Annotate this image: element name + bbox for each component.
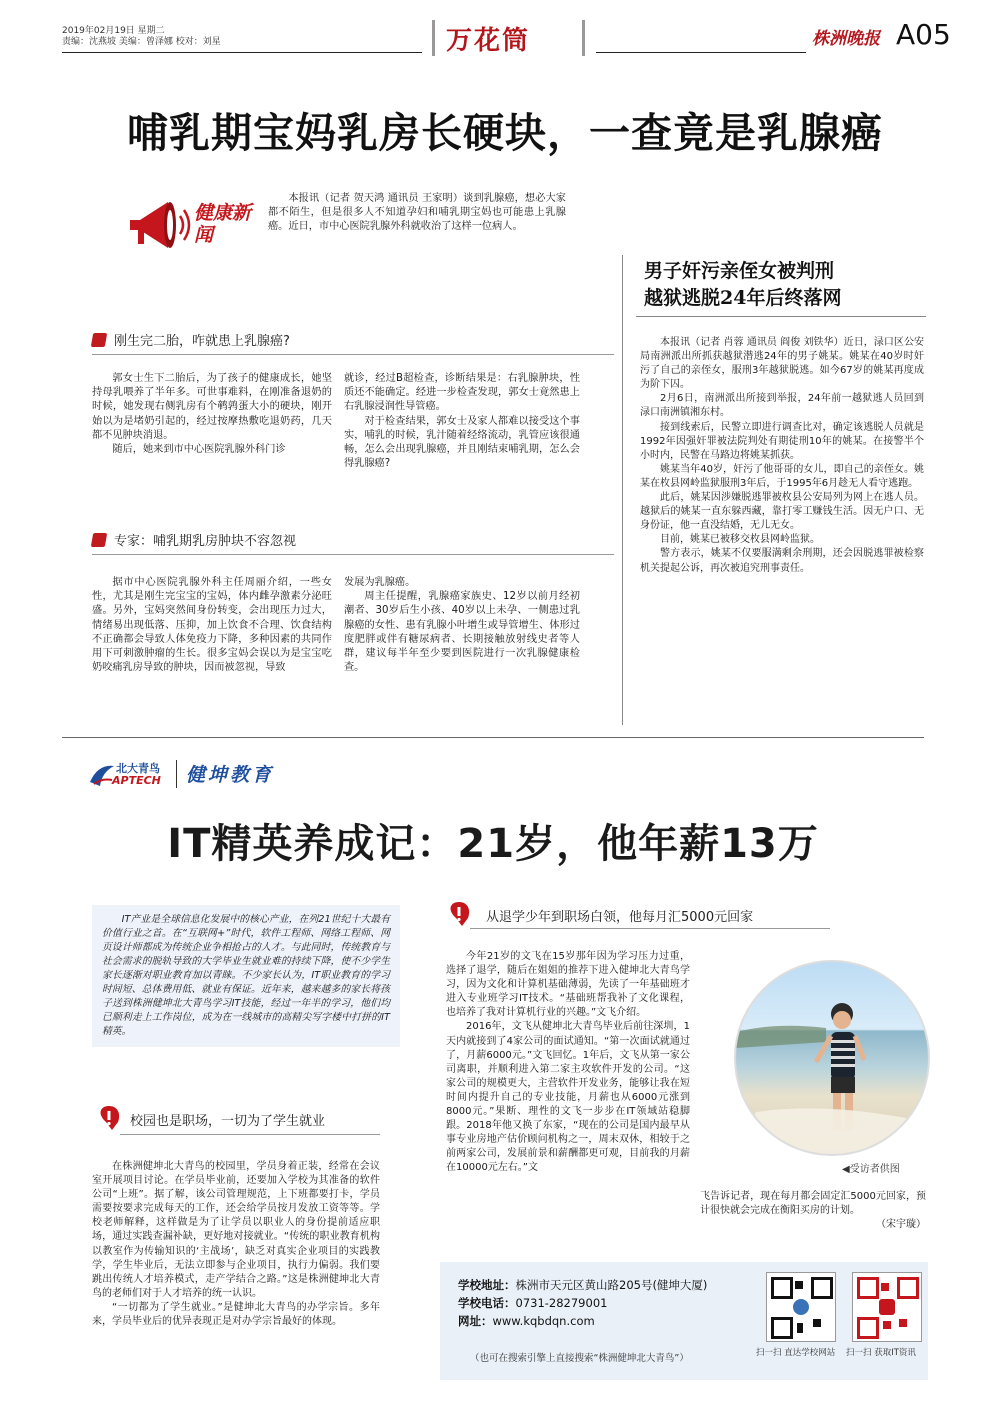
interviewee-photo [734, 960, 930, 1156]
masthead-rule-left [62, 52, 422, 53]
aptech-logo [88, 758, 358, 794]
qr2-caption: 扫一扫 获取IT资讯 [846, 1348, 916, 1358]
article1-lead: 本报讯（记者 贺天鸿 通讯员 王家明）谈到乳腺癌，想必大家都不陌生，但是很多人不知道孕妇和哺乳期宝妈也可能患上乳腺癌。近日，市中心医院乳腺外科就收治了这样一位病人。 [268, 193, 566, 233]
ad-subhead-left [96, 1104, 380, 1134]
article2-headline-line1: 男子奸污亲侄女被判刑 [644, 260, 835, 282]
article1-sub2-col1: 据市中心医院乳腺外科主任周丽介绍，一些女性，尤其是刚生完宝宝的宝妈，体内雌孕激素分泌旺盛。另外，宝妈突然间身份转变，会出现压力过大，情绪易出现低落、压抑，加上饮食不合理、饮食结构不正确都会导致人体免疫力下降，多种因素的共同作用下可刺激肿瘤的生长。很多宝妈会误以为是宝宝吃奶咬痛乳房导致的肿块，因而被忽视，导致 [92, 577, 332, 674]
aptech-cn: 北大青鸟 [116, 762, 160, 775]
article1-subhead-2-text: 专家：哺乳期乳房肿块不容忽视 [114, 534, 297, 549]
section-title: 万花筒 [446, 26, 531, 56]
phone-label: 学校电话： [458, 1296, 516, 1310]
editors-line: 责编：沈燕坡 美编：曾泽娜 校对：刘星 [62, 37, 221, 47]
masthead-rule-right [596, 52, 806, 53]
section-separator [62, 737, 924, 738]
article1-subhead-1-text: 刚生完二胎，咋就患上乳腺癌? [114, 334, 290, 349]
article2-headline-line2: 越狱逃脱24年后终落网 [644, 287, 842, 309]
health-news-logo [120, 190, 260, 260]
phone-value: 0731-28279001 [515, 1296, 608, 1310]
article1-headline: 哺乳期宝妈乳房长硬块，一查竟是乳腺癌 [127, 109, 883, 157]
article1-sub2-col2: 发展为乳腺癌。 周主任提醒，乳腺癌家族史、12岁以前月经初潮者、30岁后生小孩、40岁以上未孕、一侧患过乳腺癌的女性、患有乳腺小叶增生或导管增生、体形过度肥胖或伴有糖尿病者、长期接触放射线史者等人群，建议每半年至少要到医院进行一次乳腺健康检查。 [344, 577, 580, 674]
exclamation-badge-icon [446, 900, 472, 928]
section-bar-right [582, 20, 585, 56]
photo-credit: ◀受访者供图 [842, 1164, 900, 1175]
article1-subhead-2 [92, 530, 296, 549]
logo-divider [176, 760, 177, 788]
qr1-caption: 扫一扫 直达学校网站 [756, 1348, 836, 1358]
jiankun-slogan: 健坤教育 [186, 764, 275, 786]
address-value: 株洲市天元区黄山路205号(健坤大厦) [515, 1278, 708, 1292]
article1-sub1-col2: 就诊，经过B超检查，诊断结果是：右乳腺肿块，性质还不能确定。经进一步检查发现，郭女士竟然患上右乳腺浸润性导管癌。 对于检查结果，郭女士及家人都难以接受这个事实，哺乳的时候，乳汁随着经络流动，乳管应该很通畅，怎么会出现乳腺癌，并且刚结束哺乳期，怎么会得乳腺癌? [344, 373, 580, 470]
ad-subhead-left-text: 校园也是职场，一切为了学生就业 [130, 1114, 326, 1129]
subhead-1-rule [92, 354, 614, 355]
ad-left-body: 在株洲健坤北大青鸟的校园里，学员身着正装，经常在会议室开展项目讨论。在学员毕业前，还要加入学校为其准备的软件公司“上班”。据了解，该公司管理规范，上下班都要打卡，学员需要按要求完成每天的工作，还会给学员按月发放工资等等。学校老师解释，这样做是为了让学员以职业人的身份提前适应职场，通过实践查漏补缺，更好地对接就业。“传统的职业教育机构以教室作为传输知识的‘主战场’，缺乏对真实企业项目的实践教学，学生毕业后，无法立即参与企业项目，执行力偏弱。我们要跳出传统人才培养模式，走产学结合之路。”这是株洲健坤北大青鸟的老师们对于人才培养的统一认识。 “一切都为了学生就业。”是健坤北大青鸟的办学宗旨。多年来，学员毕业后的优异表现正是对办学宗旨最好的体现。 [92, 1161, 380, 1328]
column-divider [622, 255, 623, 725]
search-hint: （也可在搜索引擎上直接搜索“株洲健坤北大青鸟”） [470, 1353, 689, 1364]
page-number: A05 [896, 18, 951, 51]
red-square-icon [91, 333, 107, 347]
ad-right-body: 今年21岁的文飞在15岁那年因为学习压力过重，选择了退学，随后在姐姐的推荐下进入健坤北大青鸟学习，因为文化和计算机基础薄弱，先读了一年基础班才进入专业班学习IT技术。“基础班帮我补了文化课程，也培养了我对计算机行业的兴趣。”文飞介绍。 2016年，文飞从健坤北大青鸟毕业后前往深圳，1天内就接到了4家公司的面试通知。“第一次面试就通过了，月薪6000元。”文飞回忆。1年后，文飞从第一家公司离职，并顺利进入第二家主攻软件开发的公司。“这家公司的规模更大，主营软件开发业务，能够让我在短时间内提升自己的专业技能，月薪也从6000元涨到8000元。”果断、理性的文飞一步步在IT领域站稳脚跟。2018年他又换了东家，“现在的公司是国内最早从事专业房地产估价顾问机构之一，周末双休，相较于之前两家公司，发展前景和薪酬都更可观，目前我的月薪在10000元左右。”文 [446, 951, 690, 1174]
subhead-2-rule [92, 554, 614, 555]
ad-subhead-right [446, 900, 926, 930]
ad-subhead-right-text: 从退学少年到职场白领，他每月汇5000元回家 [486, 910, 754, 925]
ad-subhead-right-rule [470, 928, 830, 929]
qr-code-1[interactable] [766, 1272, 836, 1342]
ad-author: （宋宇璇） [876, 1219, 926, 1231]
ad-intro-box: IT产业是全球信息化发展中的核心产业，在列21世纪十大最有价值行业之首。在“互联网+”时代，软件工程师、网络工程师、网页设计师都成为传统企业争相抢占的人才。与此同时，传统教育与社会需求的脱轨导致的大学毕业生就业难的持续下降，使不少学生家长逐渐对职业教育加以青睐。不少家长认为，IT职业教育的学习时间短、总体费用低、就业有保证。近年来，越来越多的家长将孩子送到株洲健坤北大青鸟学习IT技能，经过一年半的学习，他们均已顺利走上工作岗位，成为在一线城市的高精尖写字楼中打拼的IT精英。 [92, 905, 400, 1047]
article1-sub1-col1: 郭女士生下二胎后，为了孩子的健康成长，她坚持母乳喂养了半年多。可世事难料，在刚准备退奶的时候，她发现右侧乳房有个鹌鹑蛋大小的硬块，刚开始以为是堵奶引起的，经过按摩热敷吃退奶药，几天都不见肿块消退。 随后，她来到市中心医院乳腺外科门诊 [92, 373, 332, 456]
exclamation-badge-icon [96, 1104, 122, 1132]
contact-lines [458, 1276, 707, 1330]
ad-headline: IT精英养成记：21岁，他年薪13万 [167, 821, 819, 867]
date-line: 2019年02月19日 星期二 [62, 26, 165, 36]
article1-subhead-1 [92, 330, 290, 349]
health-news-label: 健康新闻 [194, 202, 252, 246]
address-label: 学校地址： [458, 1278, 516, 1292]
red-square-icon [91, 533, 107, 547]
web-label: 网址： [458, 1314, 493, 1328]
article2-body: 本报讯（记者 肖蓉 通讯员 阎俊 刘铁华）近日，渌口区公安局南洲派出所抓获越狱潜逃24年的男子姚某。姚某在40岁时奸污了自己的亲侄女，服刑3年越狱脱逃。如今67岁的姚某再度成为阶下囚。 2月6日，南洲派出所接到举报，24年前一越狱逃人员回到渌口南洲镇湘东村。 接到线索后，民警立即进行调查比对，确定该逃脱人员就是1992年因强奸罪被法院判处有期徒刑10年的姚某。在接警半个小时内，民警在马路边将姚某抓获。 姚某当年40岁，奸污了他哥哥的女儿，即自己的亲侄女。姚某在枚县网岭监狱服刑3年后，于1995年6月趁无人看守逃跑。 此后，姚某因涉嫌脱逃罪被枚县公安局列为网上在逃人员。越狱后的姚某一直东躲西藏，靠打零工赚钱生活。因无户口、无身份证，他一直没结婚，无儿无女。 目前，姚某已被移交枚县网岭监狱。 警方表示，姚某不仅要服满剩余刑期，还会因脱逃罪被检察机关提起公诉，再次被追究刑事责任。 [640, 337, 924, 574]
aptech-en: APTECH [112, 774, 161, 787]
ad-right-tail: 飞告诉记者，现在每月都会固定汇5000元回家，预计很快就会完成在衡阳买房的计划。 （宋宇璇） [700, 1190, 926, 1232]
contact-box [440, 1262, 928, 1380]
article2-headline [644, 258, 841, 312]
article2-rule [636, 316, 926, 317]
paper-name-logo: 株洲晚报 [812, 29, 880, 49]
ad-subhead-left-rule [120, 1134, 380, 1135]
web-value: www.kqbdqn.com [492, 1314, 595, 1328]
section-bar-left [432, 20, 435, 56]
qr-code-2[interactable] [852, 1272, 922, 1342]
person-figure [736, 962, 928, 1154]
